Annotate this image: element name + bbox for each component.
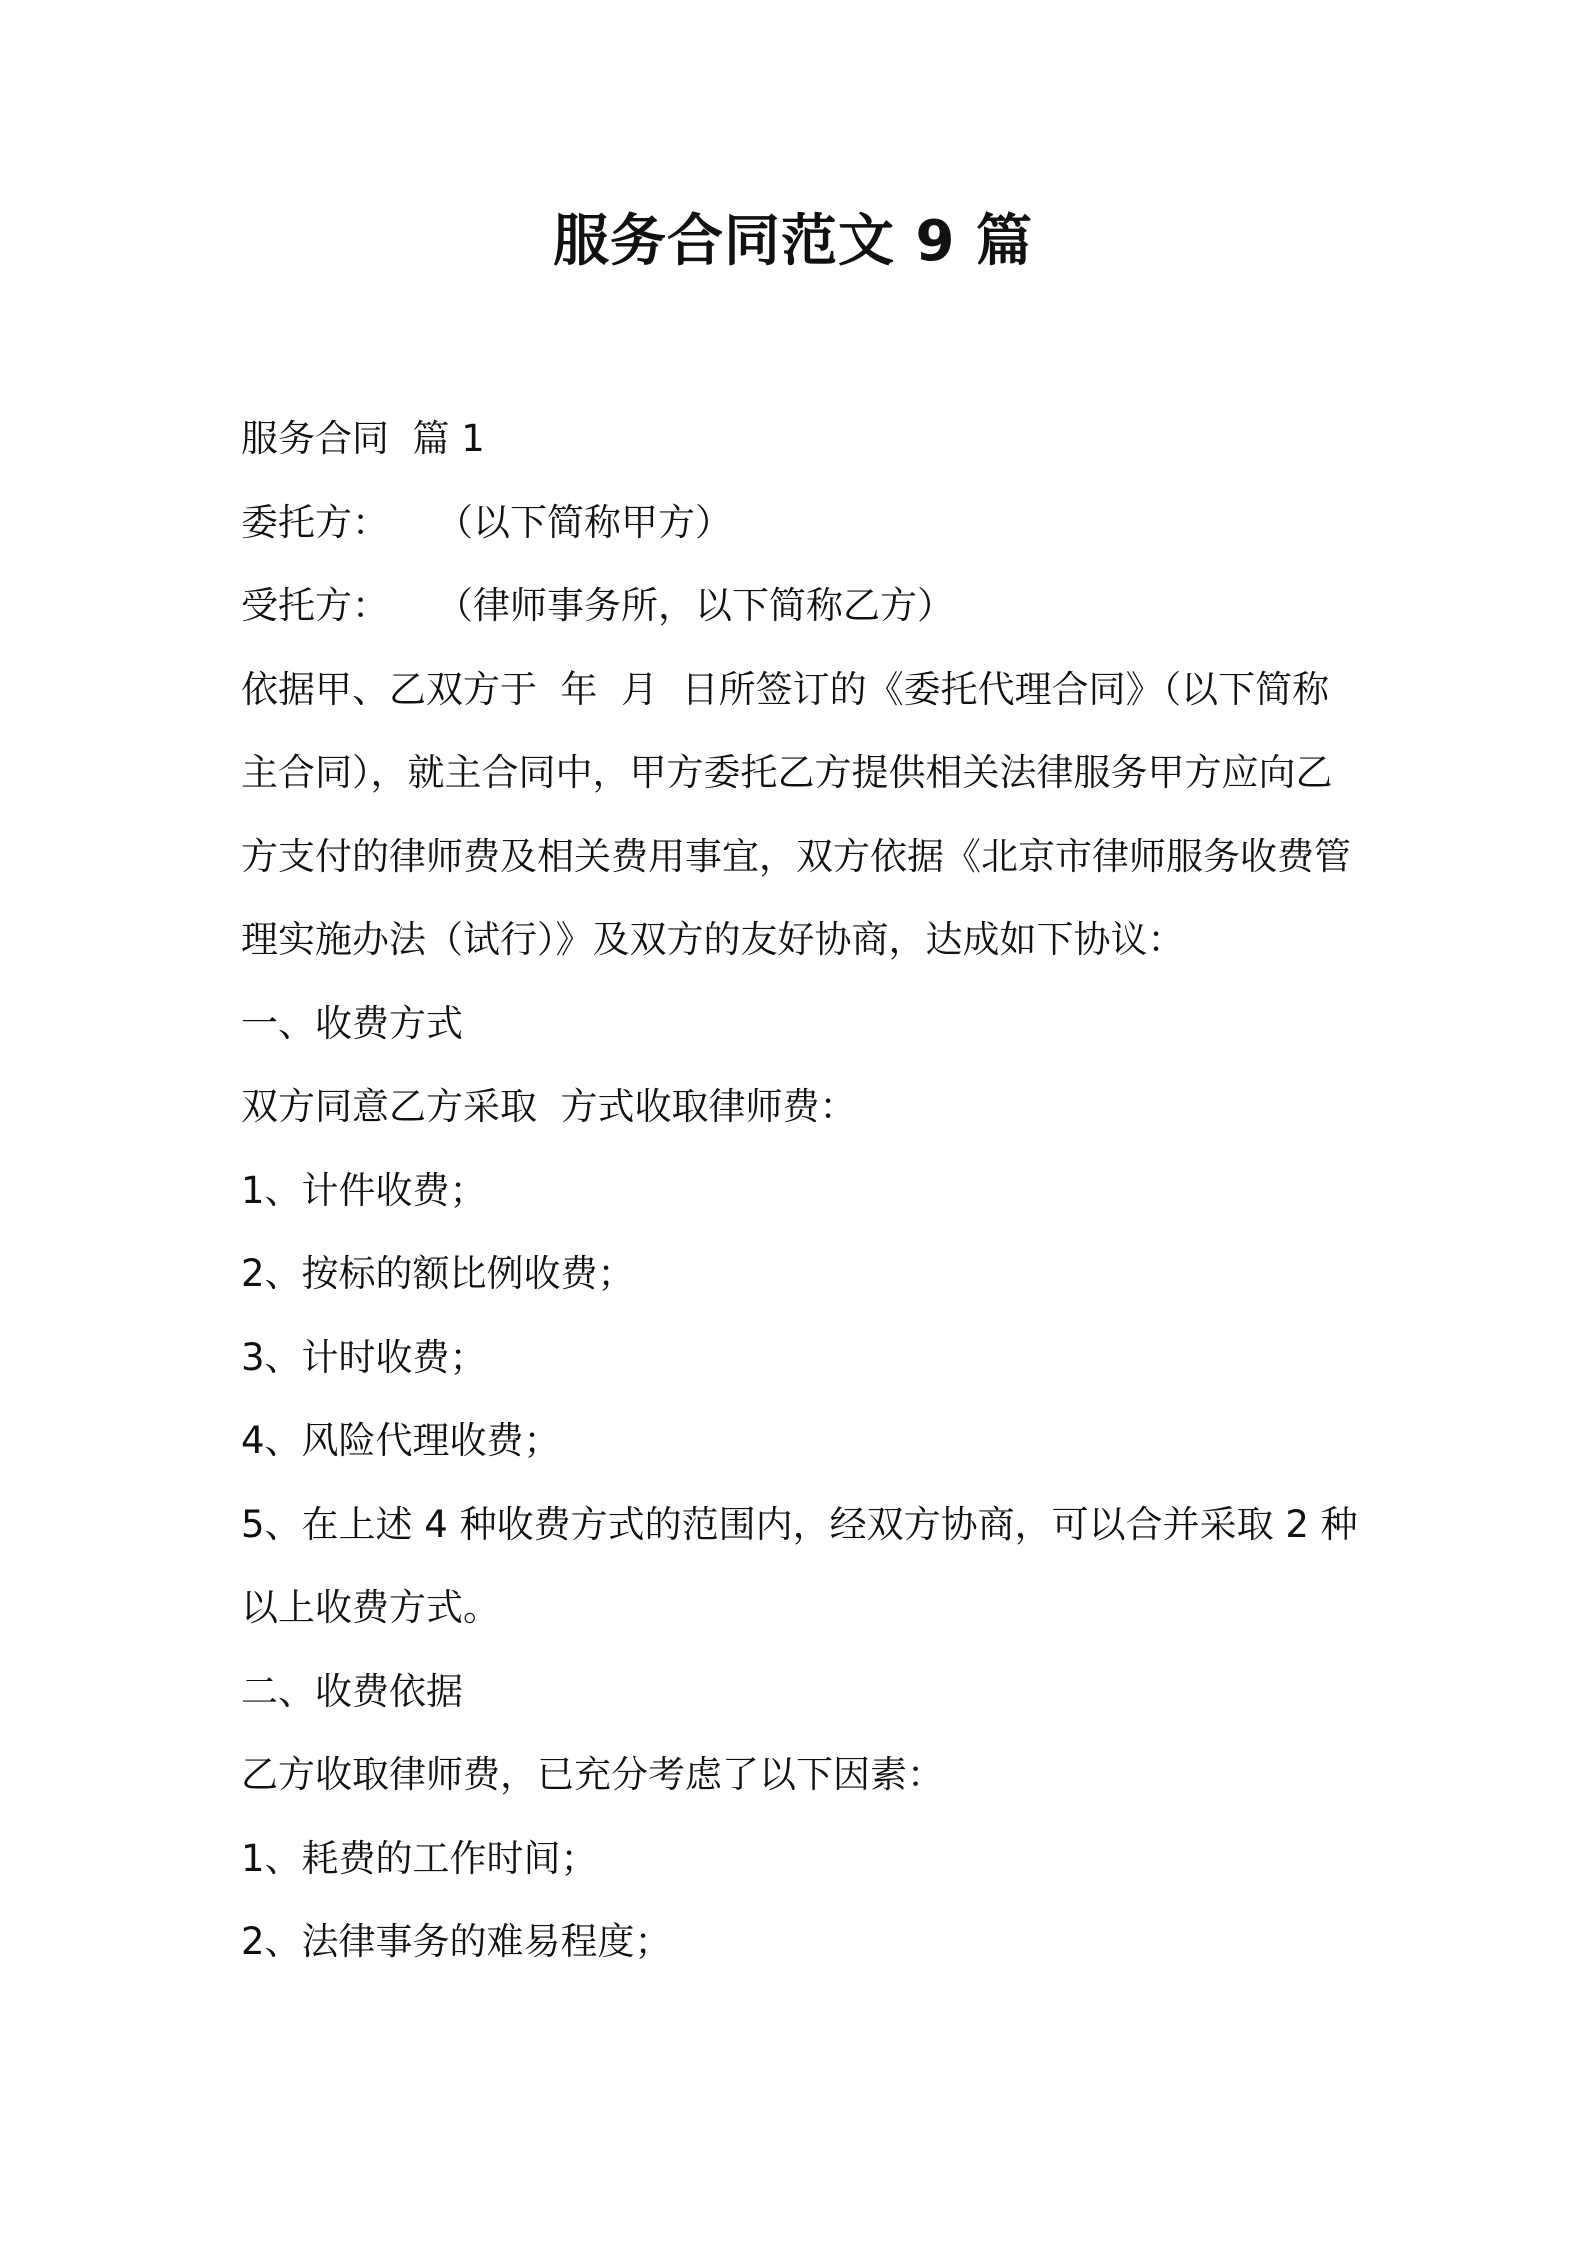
document-body	[241, 397, 1361, 1984]
party-a-line: 委托方： （以下简称甲方）	[241, 500, 733, 544]
fee-method-intro: 双方同意乙方采取 方式收取律师费：	[241, 1085, 857, 1128]
document-title: 服务合同范文 9 篇	[553, 209, 1033, 274]
list-item: 5、在上述 4 种收费方式的范围内，经双方协商，可以合并采取 2 种以上收费方式。	[241, 1502, 1358, 1629]
list-item: 4、风险代理收费；	[241, 1419, 561, 1462]
list-item: 2、法律事务的难易程度；	[241, 1920, 672, 1963]
list-item: 1、计件收费；	[241, 1168, 487, 1212]
preamble-paragraph: 依据甲、乙双方于 年 月 日所签订的《委托代理合同》（以下简称主合同），就主合同中，甲方委托乙方提供相关法律服务甲方应向乙方支付的律师费及相关费用事宜，双方依据《北京市律师服务收费管理实施办法（试行）》及双方的友好协商，达成如下协议：	[241, 667, 1351, 961]
clause-heading-fee-basis: 二、收费依据	[241, 1669, 463, 1713]
list-item: 1、耗费的工作时间；	[241, 1836, 598, 1880]
clause-heading-fee-method: 一、收费方式	[241, 1001, 463, 1045]
list-item: 3、计时收费；	[241, 1335, 487, 1379]
fee-basis-intro: 乙方收取律师费，已充分考虑了以下因素：	[241, 1753, 944, 1796]
party-b-line: 受托方： （律师事务所，以下简称乙方）	[241, 584, 955, 627]
list-item: 2、按标的额比例收费；	[241, 1252, 635, 1295]
section-heading: 服务合同 篇 1	[241, 417, 485, 460]
